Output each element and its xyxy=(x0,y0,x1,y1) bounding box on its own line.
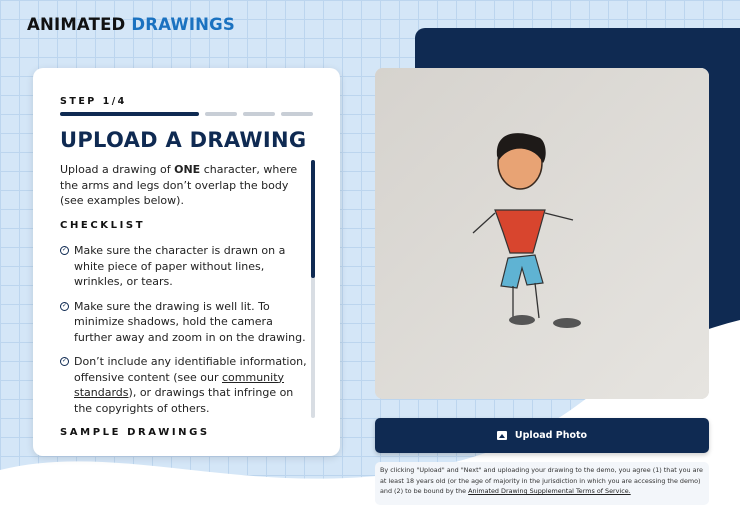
progress-segment-3 xyxy=(243,112,275,116)
logo-text-2: DRAWINGS xyxy=(131,15,236,34)
logo-text-1: ANIMATED xyxy=(27,15,126,34)
step-label: STEP 1/4 xyxy=(60,96,127,107)
checklist-item: ✓ Make sure the character is drawn on a white piece of paper without lines, wrinkles, or tears. xyxy=(61,244,286,288)
app-logo[interactable] xyxy=(27,15,235,34)
upload-photo-button[interactable] xyxy=(375,418,709,453)
instructions-card xyxy=(33,68,340,456)
terms-notice: By clicking "Upload" and "Next" and uploading your drawing to the demo, you agree (1) that you are at least 18 years old (or the age of majority in the jurisdiction in which you are accessing the demo) and (2) to be bound by the Animated Drawing Supplemental Terms of Service. xyxy=(375,462,709,505)
progress-segment-1 xyxy=(60,112,199,116)
terms-of-service-link[interactable]: Animated Drawing Supplemental Terms of Service. xyxy=(468,487,631,495)
instructions-scroll-area[interactable] xyxy=(60,162,310,451)
image-icon xyxy=(497,431,507,440)
checklist-heading: CHECKLIST xyxy=(60,219,146,231)
drawing-preview-image xyxy=(375,68,709,399)
upload-photo-label: Upload Photo xyxy=(514,430,588,441)
community-standards-link[interactable]: community standards xyxy=(74,370,285,399)
samples-heading: SAMPLE DRAWINGS xyxy=(60,427,210,438)
checklist-item: ✓ Don’t include any identifiable information, offensive content (see our community standards), or drawings that infringe on the copyrights of others. xyxy=(61,355,307,415)
check-circle-icon: ✓ xyxy=(61,301,68,309)
check-circle-icon: ✓ xyxy=(61,357,68,364)
page-title: UPLOAD A DRAWING xyxy=(60,128,307,152)
checklist-item: ✓ Make sure the drawing is well lit. To minimize shadows, hold the camera further away and zoom in on the drawing. xyxy=(61,299,306,344)
progress-segment-4 xyxy=(281,112,313,116)
scrollbar-thumb[interactable] xyxy=(311,160,315,278)
progress-segment-2 xyxy=(205,112,237,116)
check-circle-icon: ✓ xyxy=(61,246,68,253)
intro-text: Upload a drawing of ONE character, where the arms and legs don’t overlap the body (see examples below). xyxy=(60,163,298,207)
